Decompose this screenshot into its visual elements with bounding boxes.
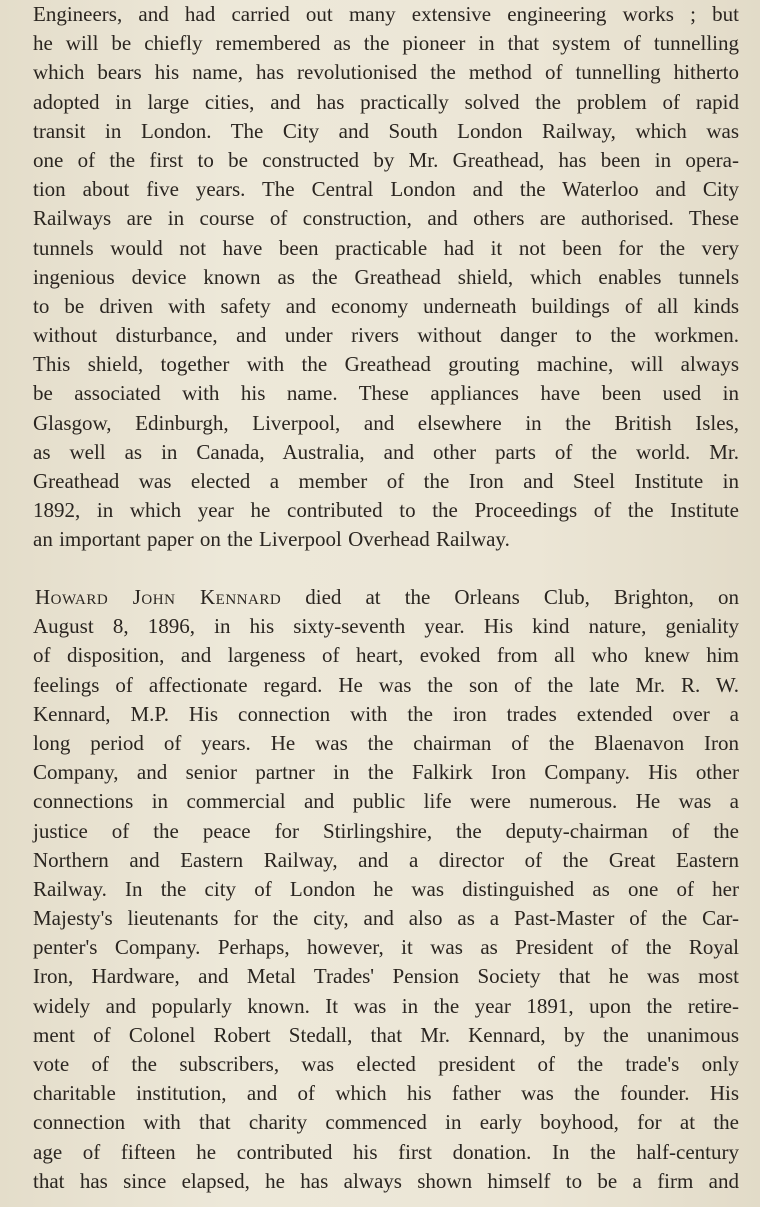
text-line: tion about five years. The Central London and the Waterloo and City bbox=[33, 177, 739, 202]
text-line: transit in London. The City and South London Railway, which was bbox=[33, 118, 739, 143]
text-line: charitable institution, and of which his father was the founder. His bbox=[33, 1081, 739, 1106]
paragraph-greathead bbox=[33, 0, 739, 555]
text-line: connection with that charity commenced in early boyhood, for at the bbox=[33, 1110, 739, 1135]
text-line: Engineers, and had carried out many extensive engineering works ; but bbox=[33, 2, 739, 26]
text-line: without disturbance, and under rivers without danger to the workmen. bbox=[33, 323, 739, 348]
text-line: August 8, 1896, in his sixty-seventh year. His kind nature, geniality bbox=[33, 614, 739, 639]
text-line: Railway. In the city of London he was distinguished as one of her bbox=[33, 876, 739, 901]
person-name: Howard John Kennard bbox=[35, 585, 282, 609]
text-segment: died at the Orleans Club, Brighton, on bbox=[281, 585, 739, 609]
text-line: be associated with his name. These appliances have been used in bbox=[33, 381, 739, 406]
text-line: Company, and senior partner in the Falkirk Iron Company. His other bbox=[33, 760, 739, 785]
text-line: adopted in large cities, and has practically solved the problem of rapid bbox=[33, 89, 739, 114]
text-line: Northern and Eastern Railway, and a director of the Great Eastern bbox=[33, 847, 739, 872]
text-line: which bears his name, has revolutionised the method of tunnelling hitherto bbox=[33, 60, 739, 85]
text-line: connections in commercial and public life were numerous. He was a bbox=[33, 789, 739, 814]
text-line: Iron, Hardware, and Metal Trades' Pension Society that he was most bbox=[33, 964, 739, 989]
text-line bbox=[33, 583, 739, 612]
text-line: justice of the peace for Stirlingshire, the deputy-chairman of the bbox=[33, 818, 739, 843]
text-line: ment of Colonel Robert Stedall, that Mr. Kennard, by the unanimous bbox=[33, 1022, 739, 1047]
text-line: Railways are in course of construction, and others are authorised. These bbox=[33, 206, 739, 231]
text-line: to be driven with safety and economy underneath buildings of all kinds bbox=[33, 293, 739, 318]
text-line: that has since elapsed, he has always shown himself to be a firm and bbox=[33, 1168, 739, 1193]
text-line: widely and popularly known. It was in the year 1891, upon the retire- bbox=[33, 993, 739, 1018]
text-line: penter's Company. Perhaps, however, it was as President of the Royal bbox=[33, 935, 739, 960]
text-line: Majesty's lieutenants for the city, and also as a Past-Master of the Car- bbox=[33, 906, 739, 931]
text-line: feelings of affectionate regard. He was the son of the late Mr. R. W. bbox=[33, 672, 739, 697]
text-line: This shield, together with the Greathead grouting machine, will always bbox=[33, 352, 739, 377]
text-line: vote of the subscribers, was elected president of the trade's only bbox=[33, 1052, 739, 1076]
text-line: of disposition, and largeness of heart, evoked from all who knew him bbox=[33, 643, 739, 668]
text-line: Glasgow, Edinburgh, Liverpool, and elsewhere in the British Isles, bbox=[33, 410, 739, 435]
text-line: 1892, in which year he contributed to the Proceedings of the Institute bbox=[33, 498, 739, 523]
text-line: an important paper on the Liverpool Overhead Railway. bbox=[33, 527, 510, 552]
text-line: ingenious device known as the Greathead shield, which enables tunnels bbox=[33, 264, 739, 289]
text-line: he will be chiefly remembered as the pioneer in that system of tunnelling bbox=[33, 31, 739, 56]
text-line: long period of years. He was the chairman of the Blaenavon Iron bbox=[33, 730, 739, 755]
text-line: tunnels would not have been practicable had it not been for the very bbox=[33, 235, 739, 260]
text-line: Greathead was elected a member of the Iron and Steel Institute in bbox=[33, 469, 739, 493]
text-line: one of the first to be constructed by Mr. Greathead, has been in opera- bbox=[33, 147, 739, 172]
text-line: age of fifteen he contributed his first donation. In the half-century bbox=[33, 1139, 739, 1164]
text-line: Kennard, M.P. His connection with the iron trades extended over a bbox=[33, 701, 739, 726]
paragraph-kennard bbox=[33, 583, 739, 1196]
text-line: as well as in Canada, Australia, and other parts of the world. Mr. bbox=[33, 439, 739, 464]
